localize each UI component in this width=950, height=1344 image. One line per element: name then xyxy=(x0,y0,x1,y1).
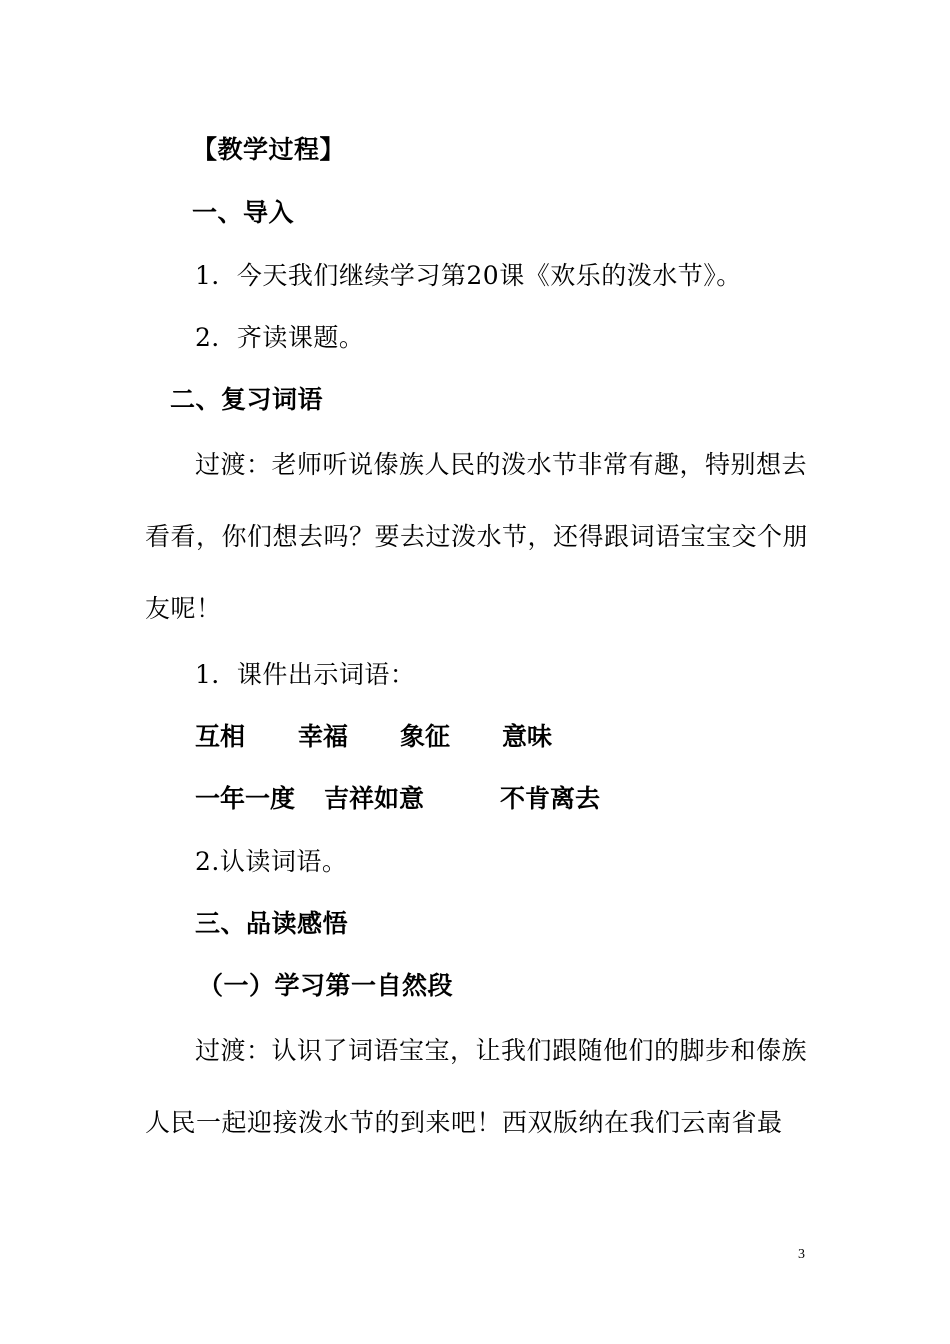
section-2-transition-line-3: 友呢！ xyxy=(145,594,222,623)
vocab-word: 吉祥如意 xyxy=(324,784,425,813)
section-3-transition-line-1: 过渡：认识了词语宝宝，让我们跟随他们的脚步和傣族 xyxy=(195,1036,808,1065)
section-1-title: 一、导入 xyxy=(192,198,295,227)
teaching-process-heading: 【教学过程】 xyxy=(192,135,346,164)
section-2-item-1: 1．课件出示词语： xyxy=(195,660,416,689)
section-3-subtitle: （一）学习第一自然段 xyxy=(198,971,454,1000)
vocab-word: 幸福 xyxy=(298,722,349,751)
section-2-transition-line-1: 过渡：老师听说傣族人民的泼水节非常有趣，特别想去 xyxy=(195,450,808,479)
page-number: 3 xyxy=(798,1247,805,1262)
vocab-word: 意味 xyxy=(502,722,553,751)
vocab-word: 象征 xyxy=(400,722,451,751)
section-2-title: 二、复习词语 xyxy=(170,385,324,414)
section-1-item-2: 2．齐读课题。 xyxy=(195,323,365,352)
section-3-transition-line-2: 人民一起迎接泼水节的到来吧！西双版纳在我们云南省最 xyxy=(145,1108,783,1137)
section-1-item-1: 1．今天我们继续学习第20课《欢乐的泼水节》。 xyxy=(195,261,742,290)
vocab-word: 互相 xyxy=(195,722,246,751)
section-2-transition-line-2: 看看，你们想去吗？要去过泼水节，还得跟词语宝宝交个朋 xyxy=(145,522,809,551)
section-3-title: 三、品读感悟 xyxy=(195,909,349,938)
vocab-word: 一年一度 xyxy=(195,784,296,813)
vocab-word: 不肯离去 xyxy=(500,784,601,813)
section-2-item-2: 2.认读词语。 xyxy=(195,847,348,876)
